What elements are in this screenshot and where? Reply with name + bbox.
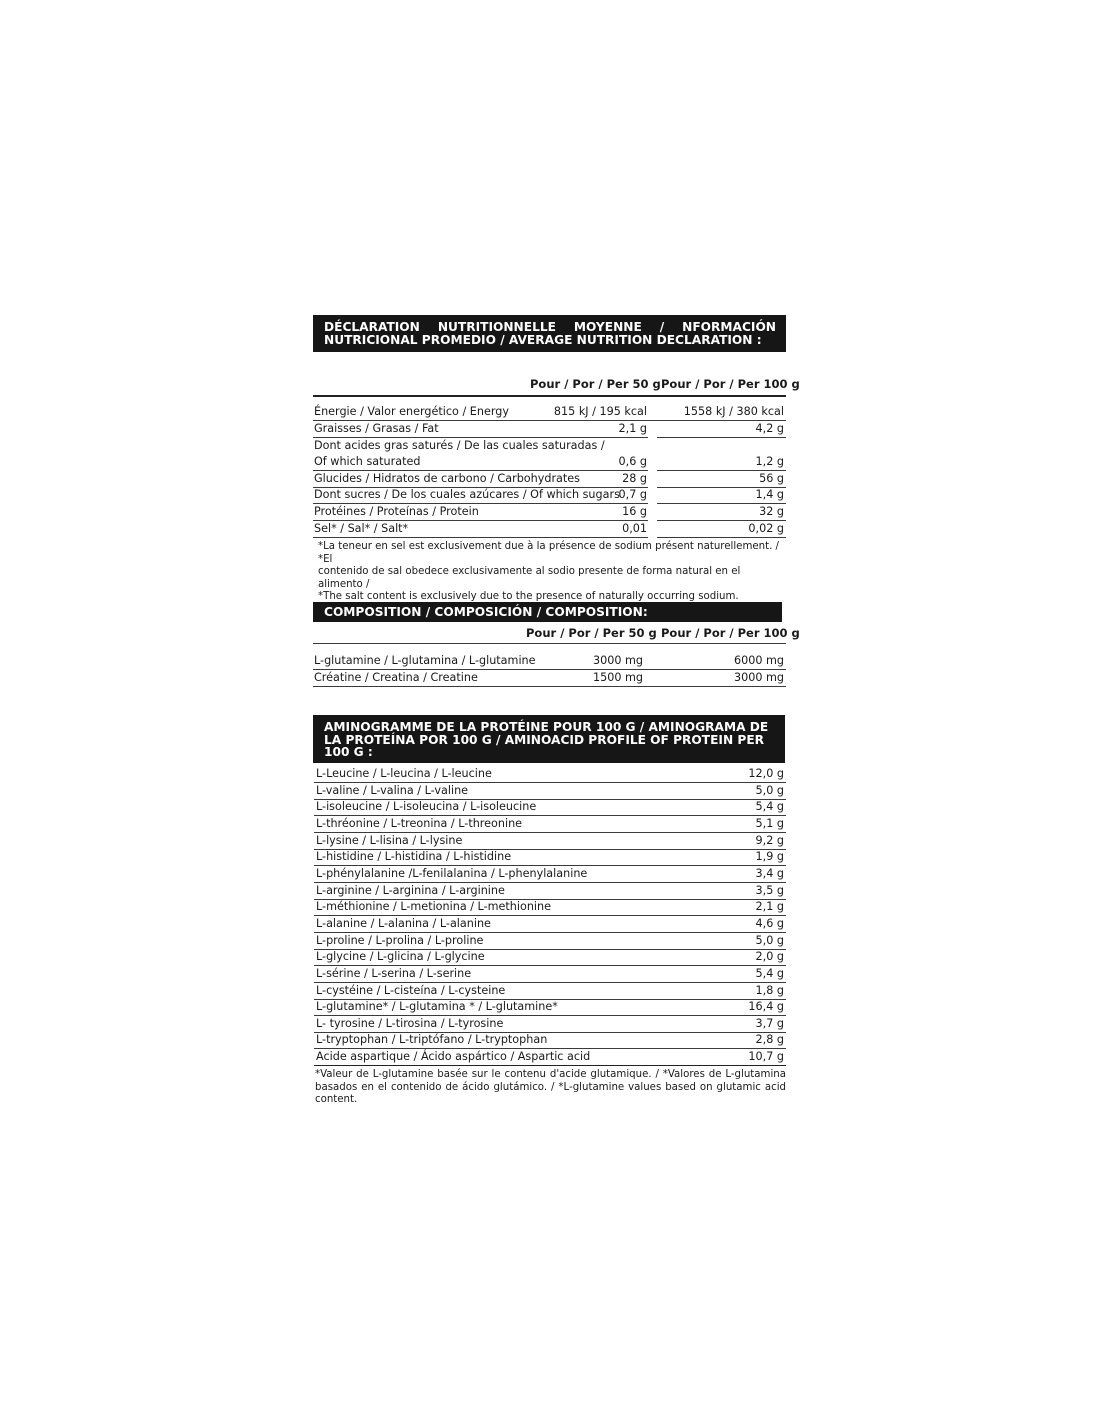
nutrient-per100: 1,2 g <box>755 455 784 468</box>
composition-col-per50: Pour / Por / Per 50 g <box>526 626 657 640</box>
nutrient-label: Graisses / Grasas / Fat <box>314 422 439 435</box>
amino-value: 1,8 g <box>755 983 784 997</box>
nutrient-per50: 0,01 <box>622 522 647 535</box>
amino-row <box>314 933 786 950</box>
amino-value: 2,1 g <box>755 900 784 914</box>
amino-row <box>314 866 786 883</box>
nutrition-header-rule <box>313 395 786 397</box>
amino-label: L- tyrosine / L-tirosina / L-tyrosine <box>316 1016 504 1030</box>
amino-row <box>314 1049 786 1066</box>
nutrient-per100: 56 g <box>759 472 784 485</box>
amino-row <box>314 983 786 1000</box>
composition-per100: 6000 mg <box>733 654 784 667</box>
amino-label: L-thréonine / L-treonina / L-threonine <box>316 817 523 830</box>
nutrient-per50: 0,6 g <box>618 455 647 468</box>
amino-row <box>314 949 786 966</box>
nutrient-label: Protéines / Proteínas / Protein <box>314 505 479 518</box>
row-divider <box>313 686 786 687</box>
amino-row <box>314 766 786 783</box>
amino-label: L-lysine / L-lisina / L-lysine <box>316 833 463 847</box>
aminogram-footnote: *Valeur de L-glutamine basée sur le contenu d'acide glutamique. / *Valores de L-glutamina basados en el contenido de ácido glutámico. / *L-glutamine values based on glutamic acid content. <box>315 1069 786 1106</box>
row-divider <box>313 537 648 538</box>
composition-per100: 3000 mg <box>733 671 784 684</box>
nutrient-per50: 2,1 g <box>618 422 647 435</box>
amino-label: L-histidine / L-histidina / L-histidine <box>316 850 512 864</box>
amino-label: L-arginine / L-arginina / L-arginine <box>316 883 505 897</box>
amino-value: 3,4 g <box>755 866 784 880</box>
amino-row <box>314 816 786 833</box>
amino-value: 12,0 g <box>748 767 784 780</box>
nutrition-footnote: *La teneur en sel est exclusivement due à la présence de sodium présent naturellement. / *El contenido de sal obedece exclusivamente al sodio presente de forma natural en el alimento / *The salt content is exclusively due to the presence of naturally occurring sodium. <box>318 541 779 603</box>
amino-label: L-alanine / L-alanina / L-alanine <box>316 916 491 930</box>
nutrition-header-line1: DÉCLARATION NUTRITIONNELLE MOYENNE / NFORMACIÓN <box>324 320 777 334</box>
nutrition-row <box>313 438 786 455</box>
amino-row <box>314 849 786 866</box>
amino-value: 3,5 g <box>755 883 784 897</box>
nutrient-label: Glucides / Hidratos de carbono / Carbohydrates <box>314 472 581 485</box>
amino-value: 5,4 g <box>755 800 784 814</box>
nutrition-col-per100: Pour / Por / Per 100 g <box>661 377 800 391</box>
amino-row <box>314 833 786 850</box>
amino-label: L-sérine / L-serina / L-serine <box>316 966 472 980</box>
amino-label: L-isoleucine / L-isoleucina / L-isoleucine <box>316 800 537 814</box>
composition-top-rule <box>313 643 786 644</box>
composition-row <box>313 653 786 670</box>
amino-value: 2,0 g <box>755 950 784 964</box>
nutrient-label: Of which saturated <box>314 455 421 468</box>
nutrient-per50: 815 kJ / 195 kcal <box>553 405 647 418</box>
nutrition-row <box>313 487 786 504</box>
nutrition-row <box>313 404 786 421</box>
nutrient-per100: 0,02 g <box>748 522 784 535</box>
nutrient-per50: 0,7 g <box>618 488 647 501</box>
amino-row <box>314 999 786 1016</box>
nutrient-per100: 1558 kJ / 380 kcal <box>683 405 784 418</box>
composition-per50: 3000 mg <box>592 654 643 667</box>
amino-row <box>314 966 786 983</box>
amino-row <box>314 1032 786 1049</box>
composition-label: L-glutamine / L-glutamina / L-glutamine <box>314 654 536 667</box>
nutrient-per100: 32 g <box>759 505 784 518</box>
composition-per50: 1500 mg <box>592 671 643 684</box>
nutrient-per100: 4,2 g <box>755 422 784 435</box>
amino-label: L-glutamine* / L-glutamina * / L-glutamine* <box>316 1000 558 1014</box>
amino-row <box>314 783 786 800</box>
amino-value: 5,0 g <box>755 783 784 797</box>
nutrient-label: Sel* / Sal* / Salt* <box>314 522 409 535</box>
amino-value: 5,1 g <box>755 817 784 830</box>
amino-label: L-cystéine / L-cisteína / L-cysteine <box>316 983 506 997</box>
amino-value: 10,7 g <box>748 1050 784 1063</box>
composition-label: Créatine / Creatina / Creatine <box>314 671 478 684</box>
nutrient-per50: 16 g <box>622 505 647 518</box>
composition-header: COMPOSITION / COMPOSICIÓN / COMPOSITION: <box>313 602 782 622</box>
amino-value: 5,4 g <box>755 966 784 980</box>
amino-value: 9,2 g <box>755 833 784 847</box>
amino-row <box>314 899 786 916</box>
nutrition-header-line2: NUTRICIONAL PROMEDIO / AVERAGE NUTRITION DECLARATION : <box>324 332 762 347</box>
nutrient-per100: 1,4 g <box>755 488 784 501</box>
amino-row <box>314 1016 786 1033</box>
nutrition-col-per50: Pour / Por / Per 50 g <box>530 377 661 391</box>
amino-row <box>314 916 786 933</box>
nutrition-row <box>313 521 786 538</box>
amino-value: 2,8 g <box>755 1033 784 1047</box>
amino-row <box>314 883 786 900</box>
amino-value: 16,4 g <box>748 1000 784 1014</box>
composition-row <box>313 670 786 687</box>
amino-value: 3,7 g <box>755 1016 784 1030</box>
amino-label: L-phénylalanine /L-fenilalanina / L-phenylalanine <box>316 866 588 880</box>
nutrition-row <box>313 454 786 471</box>
amino-value: 1,9 g <box>755 850 784 864</box>
nutrition-row <box>313 504 786 521</box>
row-divider <box>657 537 786 538</box>
nutrition-header <box>313 315 786 352</box>
amino-row <box>314 799 786 816</box>
amino-label: L-tryptophan / L-triptófano / L-tryptophan <box>316 1033 548 1047</box>
nutrition-row <box>313 421 786 438</box>
nutrient-label: Énergie / Valor energético / Energy <box>314 405 509 418</box>
nutrient-label: Dont acides gras saturés / De las cuales saturadas / <box>314 439 605 452</box>
amino-label: L-valine / L-valina / L-valine <box>316 783 469 797</box>
aminogram-header: AMINOGRAMME DE LA PROTÉINE POUR 100 G / AMINOGRAMA DE LA PROTEÍNA POR 100 G / AMINOACID PROFILE OF PROTEIN PER 100 G : <box>313 715 785 763</box>
nutrition-row <box>313 471 786 488</box>
amino-value: 5,0 g <box>755 933 784 947</box>
amino-label: Acide aspartique / Ácido aspártico / Aspartic acid <box>316 1050 591 1063</box>
amino-label: L-Leucine / L-leucina / L-leucine <box>316 767 492 780</box>
amino-value: 4,6 g <box>755 916 784 930</box>
nutrient-per50: 28 g <box>622 472 647 485</box>
amino-label: L-méthionine / L-metionina / L-methionine <box>316 900 552 914</box>
nutrient-label: Dont sucres / De los cuales azúcares / Of which sugars <box>314 488 620 501</box>
amino-label: L-proline / L-prolina / L-proline <box>316 933 484 947</box>
amino-label: L-glycine / L-glicina / L-glycine <box>316 950 485 964</box>
composition-col-per100: Pour / Por / Per 100 g <box>661 626 800 640</box>
